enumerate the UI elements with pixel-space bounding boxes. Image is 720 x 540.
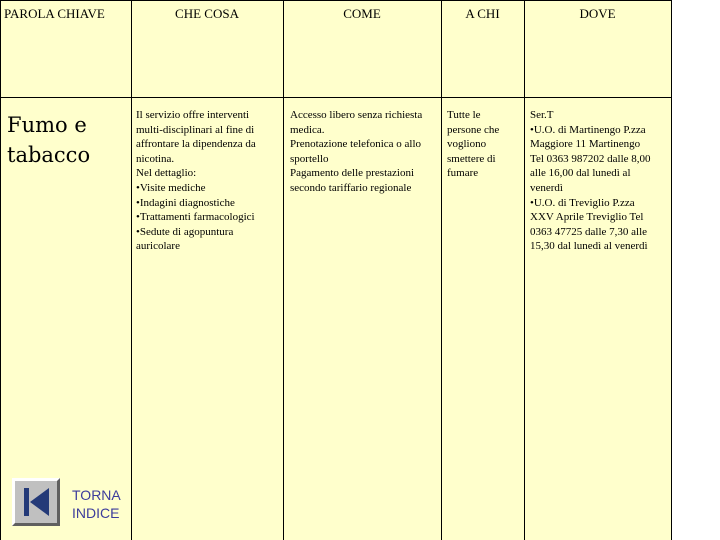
table-border [0,0,672,1]
come-cell: Accesso libero senza richiesta medica. Prenotazione telefonica o allo sportello Pagamento delle prestazioni secondo tariffario regionale [290,109,423,194]
column-divider [131,0,132,540]
dove-cell: Ser.T •U.O. di Martinengo P.zza Maggiore 11 Martinengo Tel 0363 987202 dalle 8,00 alle 16,00 dal lunedì al venerdì •U.O. di Treviglio P.zza XXV Aprile Treviglio Tel 0363 47725 dalle 7,30 alle 15,30 dal lunedì al venerdì [530,109,651,253]
header-a-chi: A CHI [465,6,500,21]
column-divider [524,0,525,540]
skip-back-icon [17,483,55,521]
keyword-cell: Fumo e tabacco [7,113,91,167]
a-chi-cell: Tutte le persone che vogliono smettere di fumare [447,109,500,180]
column-divider [283,0,284,540]
header-che-cosa: CHE COSA [175,6,239,21]
header-row-divider [0,97,672,98]
header-dove: DOVE [579,6,616,21]
torna-indice-label[interactable]: TORNA INDICE [72,487,121,521]
torna-indice-button[interactable] [12,478,60,526]
header-parola-chiave: PAROLA CHIAVE [4,6,105,21]
table-border [671,0,672,540]
che-cosa-cell: Il servizio offre interventi multi-disciplinari al fine di affrontare la dipendenza da nicotina. Nel dettaglio: •Visite mediche •Indagini diagnostiche •Trattamenti farmacologici •Sedute di agopuntura auricolare [136,109,256,253]
column-divider [441,0,442,540]
header-come: COME [343,6,381,21]
table-border [0,0,1,540]
